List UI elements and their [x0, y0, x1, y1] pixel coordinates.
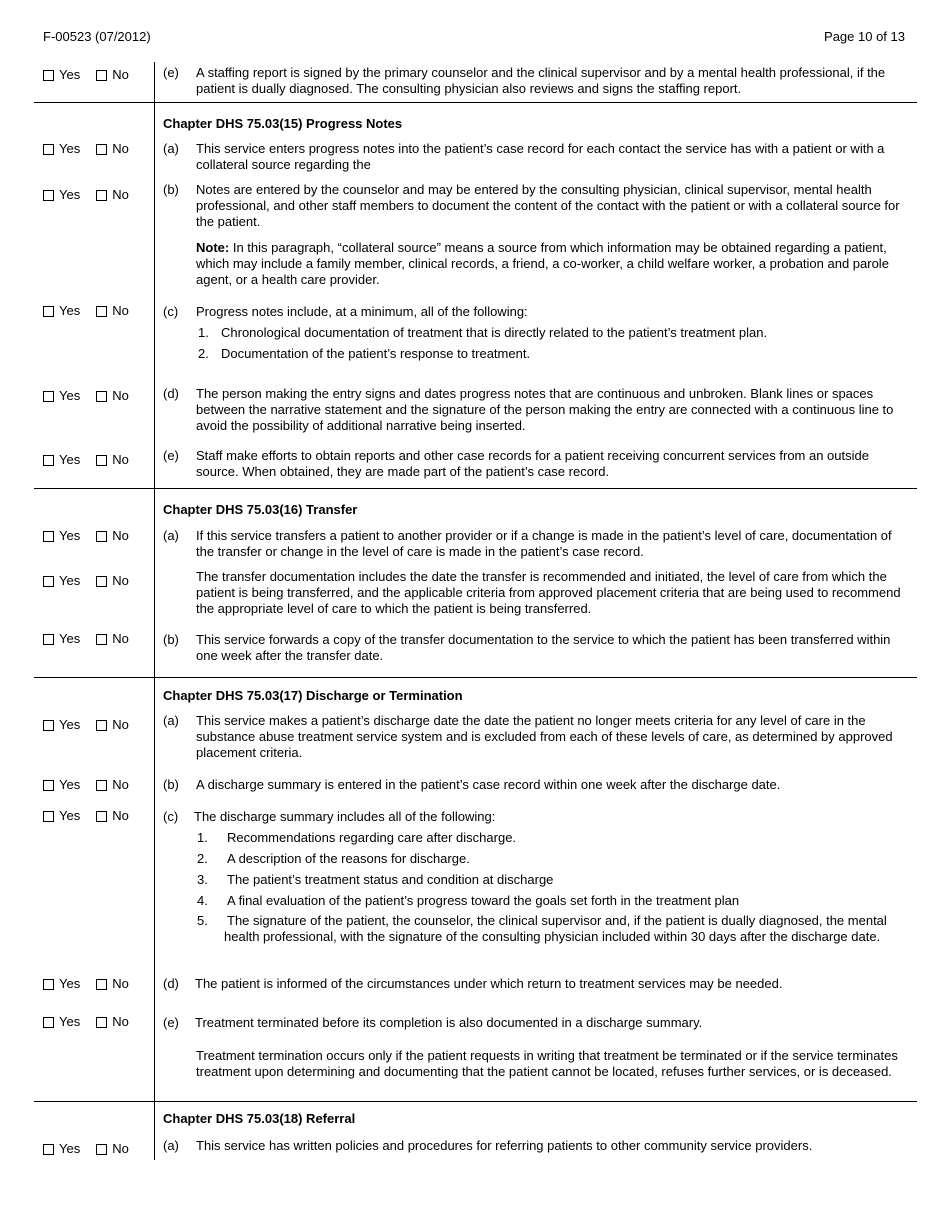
- no-label: No: [112, 141, 129, 156]
- section-heading: Chapter DHS 75.03(16) Transfer: [163, 502, 358, 517]
- yes-no-group: [43, 1141, 145, 1157]
- list-text: The patient’s treatment status and condition at discharge: [227, 872, 554, 887]
- no-label: No: [112, 388, 129, 403]
- yes-no-group: [43, 187, 145, 203]
- yes-no-group: [43, 777, 145, 793]
- yes-no-group: [43, 976, 145, 992]
- no-label: No: [112, 303, 129, 318]
- yes-no-group: [43, 141, 145, 157]
- list-text: A description of the reasons for discharge.: [227, 851, 470, 866]
- item-text: The patient is informed of the circumstances under which return to treatment services may be needed.: [195, 976, 783, 991]
- no-checkbox[interactable]: [96, 391, 107, 402]
- item-letter: (b): [163, 182, 179, 197]
- yes-checkbox[interactable]: [43, 70, 54, 81]
- item-text: This service enters progress notes into the patient’s case record for each contact the service has with a patient or with a collateral source regarding the: [196, 141, 885, 172]
- item-letter: (c): [163, 304, 179, 319]
- list-text: The signature of the patient, the counselor, the clinical supervisor and, if the patient is dually diagnosed, the mental health professional, with the signature of the consulting physician included within 30 days after the discharge date.: [224, 913, 887, 944]
- yes-no-group: [43, 528, 145, 544]
- yes-label: Yes: [59, 1014, 81, 1029]
- item-letter: (e): [163, 1015, 179, 1030]
- no-label: No: [112, 808, 129, 823]
- no-checkbox[interactable]: [96, 811, 107, 822]
- no-label: No: [112, 452, 129, 467]
- item-letter: (a): [163, 141, 179, 156]
- no-label: No: [112, 717, 129, 732]
- section-heading: Chapter DHS 75.03(18) Referral: [163, 1111, 356, 1126]
- item-letter: (d): [163, 976, 179, 991]
- column-divider: [154, 62, 155, 102]
- section-separator: [34, 102, 917, 103]
- no-label: No: [112, 777, 129, 792]
- no-label: No: [112, 187, 129, 202]
- yes-label: Yes: [59, 808, 81, 823]
- yes-label: Yes: [59, 67, 81, 82]
- section-separator: [34, 488, 917, 489]
- yes-checkbox[interactable]: [43, 531, 54, 542]
- yes-no-group: [43, 452, 145, 468]
- no-checkbox[interactable]: [96, 531, 107, 542]
- no-checkbox[interactable]: [96, 455, 107, 466]
- yes-label: Yes: [59, 976, 81, 991]
- list-text: A final evaluation of the patient’s progress toward the goals set forth in the treatment plan: [227, 893, 740, 908]
- yes-checkbox[interactable]: [43, 455, 54, 466]
- section-heading: Chapter DHS 75.03(15) Progress Notes: [163, 116, 403, 131]
- item-text: The transfer documentation includes the date the transfer is recommended and initiated, the level of care from which the patient is being transferred, and the applicable criteria from approved placement criteria that are being used to recommend the appropriate level of care to which the patient is being transferred.: [196, 569, 901, 616]
- termination-paragraph: Treatment termination occurs only if the patient requests in writing that treatment be terminated or if the service terminates treatment upon determining and documenting that the patient cannot be located, refuses further services, or is deceased.: [196, 1048, 898, 1079]
- column-divider: [154, 103, 155, 488]
- item-text: Treatment terminated before its completion is also documented in a discharge summary.: [195, 1015, 703, 1030]
- section-separator: [34, 1101, 917, 1102]
- item-letter: (c): [163, 809, 179, 824]
- item-text: Progress notes include, at a minimum, all of the following:: [196, 304, 528, 319]
- yes-checkbox[interactable]: [43, 811, 54, 822]
- item-text: The person making the entry signs and dates progress notes that are continuous and unbroken. Blank lines or spaces between the narrative statement and the signature of the person making the entry are connected with a continuous line to avoid the possibility of additional narrative being inserted.: [196, 386, 894, 433]
- column-divider: [154, 678, 155, 1101]
- no-checkbox[interactable]: [96, 720, 107, 731]
- no-label: No: [112, 67, 129, 82]
- no-checkbox[interactable]: [96, 634, 107, 645]
- item-letter: (a): [163, 528, 179, 543]
- no-label: No: [112, 976, 129, 991]
- item-text: This service makes a patient’s discharge date the date the patient no longer meets criteria for any level of care in the substance abuse treatment service system and is excluded from each of these levels of care, as determined by approved placement criteria.: [196, 713, 893, 760]
- yes-no-group: [43, 808, 145, 824]
- page-number: Page 10 of 13: [824, 29, 905, 44]
- yes-checkbox[interactable]: [43, 1144, 54, 1155]
- yes-no-group: [43, 717, 145, 733]
- item-letter: (e): [163, 448, 179, 463]
- column-divider: [154, 1102, 155, 1160]
- no-checkbox[interactable]: [96, 70, 107, 81]
- yes-label: Yes: [59, 187, 81, 202]
- no-label: No: [112, 573, 129, 588]
- list-text: Documentation of the patient’s response to treatment.: [221, 346, 531, 361]
- item-text: If this service transfers a patient to another provider or if a change is made in the patient’s level of care, documentation of the transfer or change in the level of care is made in the patient’s case record.: [196, 528, 892, 559]
- yes-no-group: [43, 631, 145, 647]
- yes-label: Yes: [59, 388, 81, 403]
- note-paragraph: [196, 240, 912, 288]
- yes-no-group: [43, 1014, 145, 1030]
- yes-label: Yes: [59, 1141, 81, 1156]
- list-number: 1.: [197, 830, 208, 845]
- section-separator: [34, 677, 917, 678]
- item-letter: (e): [163, 65, 179, 80]
- yes-label: Yes: [59, 717, 81, 732]
- no-checkbox[interactable]: [96, 1017, 107, 1028]
- yes-checkbox[interactable]: [43, 391, 54, 402]
- column-divider: [154, 489, 155, 677]
- list-number: 2.: [197, 851, 208, 866]
- no-checkbox[interactable]: [96, 144, 107, 155]
- yes-checkbox[interactable]: [43, 144, 54, 155]
- item-text: The discharge summary includes all of the following:: [194, 809, 496, 824]
- yes-label: Yes: [59, 631, 81, 646]
- no-checkbox[interactable]: [96, 190, 107, 201]
- list-number: 2.: [198, 346, 209, 361]
- no-label: No: [112, 631, 129, 646]
- yes-label: Yes: [59, 452, 81, 467]
- yes-checkbox[interactable]: [43, 720, 54, 731]
- form-id: F-00523 (07/2012): [43, 29, 151, 44]
- yes-no-group: [43, 388, 145, 404]
- item-text: Staff make efforts to obtain reports and other case records for a patient receiving concurrent services from an outside source. When obtained, they are made part of the patient’s case record.: [196, 448, 869, 479]
- item-letter: (b): [163, 632, 179, 647]
- item-text: A staffing report is signed by the primary counselor and the clinical supervisor and by a mental health professional, if the patient is dually diagnosed. The consulting physician also reviews and signs the staffing report.: [196, 65, 886, 96]
- yes-checkbox[interactable]: [43, 780, 54, 791]
- list-text: Chronological documentation of treatment that is directly related to the patient’s treatment plan.: [221, 325, 768, 340]
- yes-label: Yes: [59, 777, 81, 792]
- no-checkbox[interactable]: [96, 576, 107, 587]
- list-number: 4.: [197, 893, 208, 908]
- no-label: No: [112, 528, 129, 543]
- item-letter: (b): [163, 777, 179, 792]
- yes-checkbox[interactable]: [43, 634, 54, 645]
- item-letter: (d): [163, 386, 179, 401]
- item-text: This service forwards a copy of the transfer documentation to the service to which the patient has been transferred within one week after the transfer date.: [196, 632, 891, 663]
- yes-checkbox[interactable]: [43, 576, 54, 587]
- item-letter: (a): [163, 713, 179, 728]
- list-number: 5.: [197, 913, 208, 928]
- yes-no-group: [43, 303, 145, 319]
- yes-label: Yes: [59, 303, 81, 318]
- no-checkbox[interactable]: [96, 1144, 107, 1155]
- yes-no-group: [43, 67, 145, 83]
- yes-label: Yes: [59, 528, 81, 543]
- yes-checkbox[interactable]: [43, 190, 54, 201]
- list-number: 1.: [198, 325, 209, 340]
- note-label: Note:: [196, 240, 230, 255]
- yes-label: Yes: [59, 141, 81, 156]
- section-heading: Chapter DHS 75.03(17) Discharge or Termination: [163, 688, 463, 703]
- no-checkbox[interactable]: [96, 979, 107, 990]
- list-number: 3.: [197, 872, 208, 887]
- note-text: In this paragraph, “collateral source” means a source from which information may be obtained regarding a patient, which may include a family member, clinical records, a friend, a co-worker, a child welfare worker, a probation and parole agent, or a health care provider.: [196, 240, 889, 287]
- yes-checkbox[interactable]: [43, 306, 54, 317]
- item-letter: (a): [163, 1138, 179, 1153]
- yes-checkbox[interactable]: [43, 1017, 54, 1028]
- item-text: A discharge summary is entered in the patient’s case record within one week after the discharge date.: [196, 777, 781, 792]
- item-text: This service has written policies and procedures for referring patients to other community service providers.: [196, 1138, 813, 1153]
- yes-label: Yes: [59, 573, 81, 588]
- yes-no-group: [43, 573, 145, 589]
- no-checkbox[interactable]: [96, 780, 107, 791]
- yes-checkbox[interactable]: [43, 979, 54, 990]
- list-text: Recommendations regarding care after discharge.: [227, 830, 517, 845]
- item-text: Notes are entered by the counselor and may be entered by the consulting physician, clinical supervisor, mental health professional, and other staff members to document the content of the contact with the patient or with a collateral source for the patient.: [196, 182, 900, 229]
- no-checkbox[interactable]: [96, 306, 107, 317]
- no-label: No: [112, 1141, 129, 1156]
- no-label: No: [112, 1014, 129, 1029]
